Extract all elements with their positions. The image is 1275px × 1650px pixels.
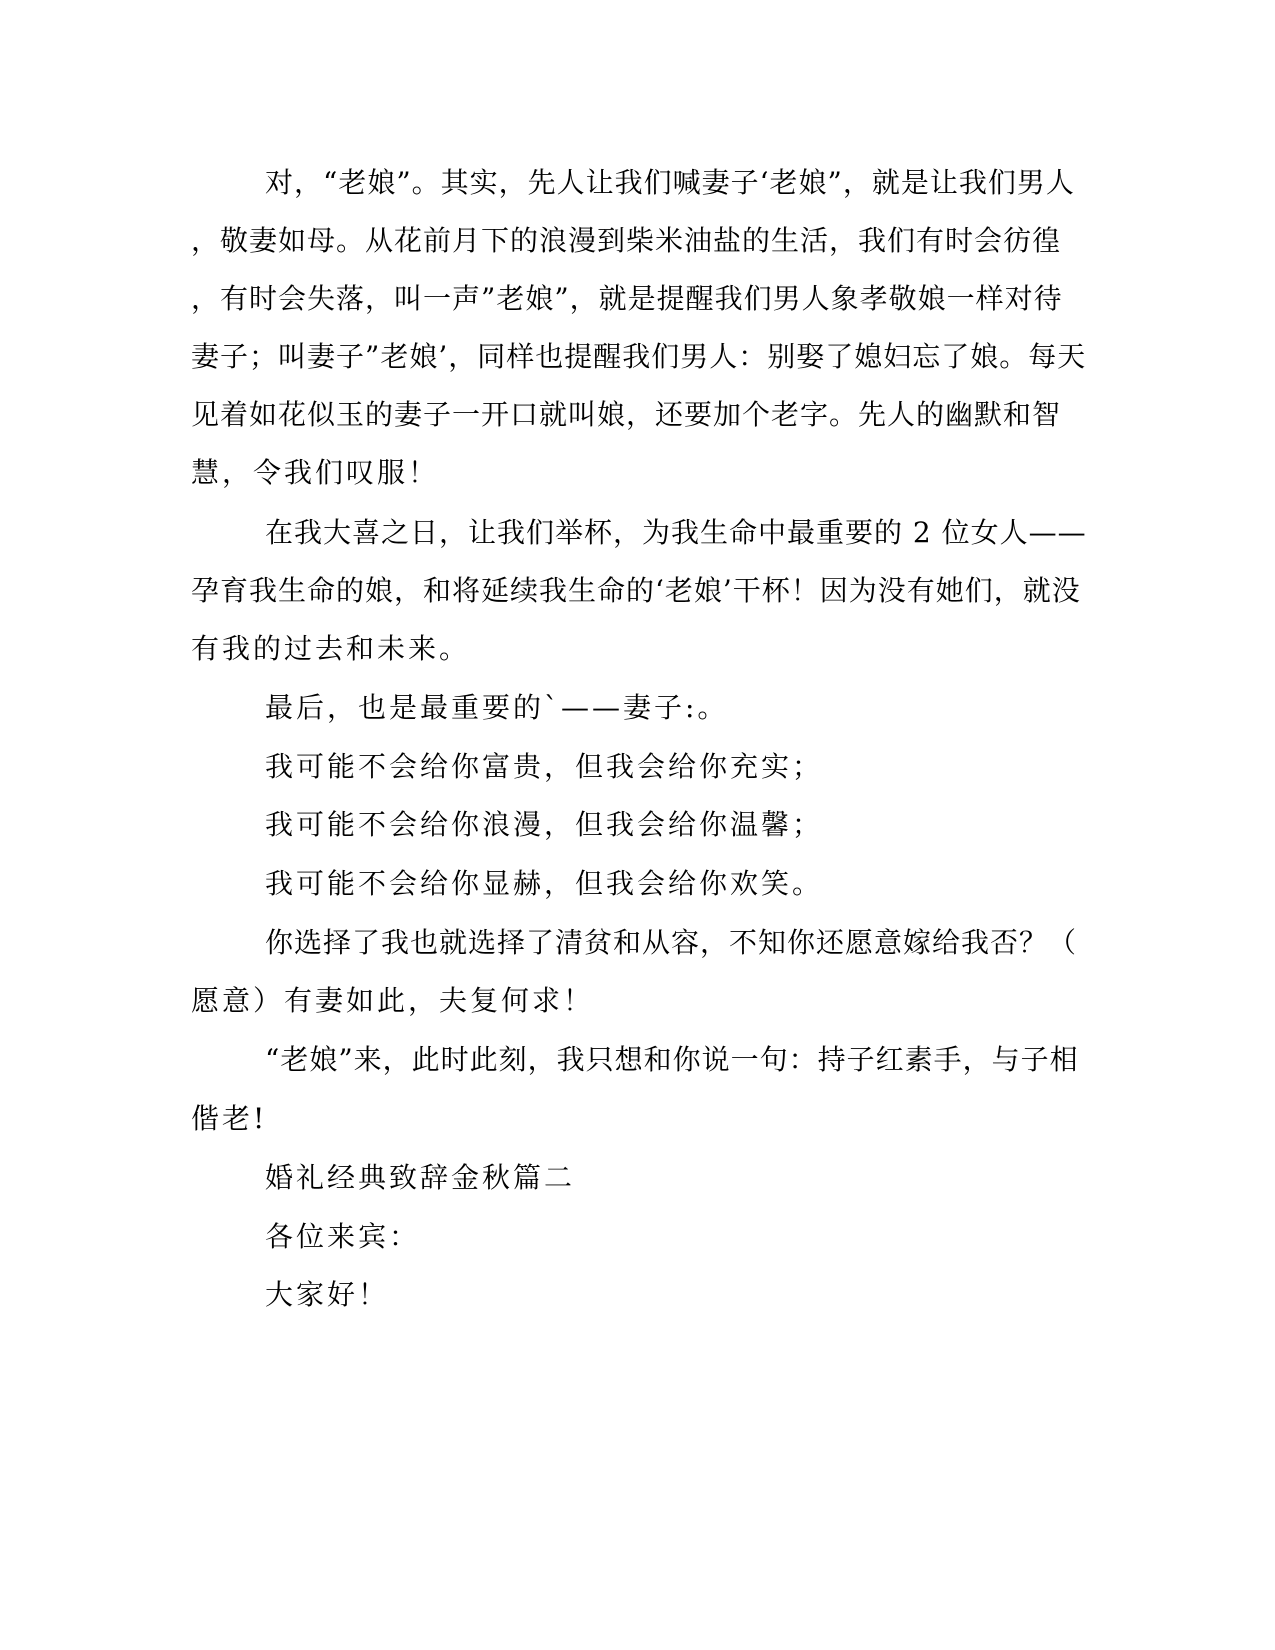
paragraph-8-line-1: “老娘”来，此时此刻，我只想和你说一句：持子红素手，与子相: [265, 1043, 1079, 1076]
paragraph-6: 我可能不会给你显赫，但我会给你欢笑。: [265, 867, 824, 900]
paragraph-7-line-2: 愿意）有妻如此，夫复何求！: [191, 984, 595, 1017]
paragraph-1-line-6: 慧，令我们叹服！: [191, 456, 440, 489]
paragraph-1-line-2: ，敬妻如母。从花前月下的浪漫到柴米油盐的生活，我们有时会彷徨: [191, 224, 1062, 257]
paragraph-7-line-1: 你选择了我也就选择了清贫和从容，不知你还愿意嫁给我否？（: [265, 926, 1078, 959]
paragraph-8-line-2: 偕老!: [191, 1102, 268, 1135]
paragraph-1-line-5: 见着如花似玉的妻子一开口就叫娘，还要加个老字。先人的幽默和智: [191, 398, 1062, 431]
paragraph-3: 最后，也是最重要的`——妻子:。: [265, 691, 729, 724]
paragraph-1-line-1: 对，“老娘”。其实，先人让我们喊妻子‘老娘”，就是让我们男人: [265, 166, 1075, 199]
paragraph-4: 我可能不会给你富贵，但我会给你充实；: [265, 750, 824, 783]
paragraph-1-line-3: ，有时会失落，叫一声”老娘”，就是提醒我们男人象孝敬娘一样对待: [191, 282, 1063, 315]
paragraph-2-line-1: 在我大喜之日，让我们举杯，为我生命中最重要的 2 位女人——: [265, 516, 1087, 549]
paragraph-5: 我可能不会给你浪漫，但我会给你温馨；: [265, 808, 824, 841]
salutation: 各位来宾：: [265, 1220, 421, 1253]
section-title: 婚礼经典致辞金秋篇二: [265, 1161, 576, 1194]
paragraph-2-line-2: 孕育我生命的娘，和将延续我生命的‘老娘’干杯！因为没有她们，就没: [191, 574, 1081, 607]
paragraph-2-line-3: 有我的过去和未来。: [191, 632, 471, 665]
greeting: 大家好！: [265, 1278, 390, 1311]
paragraph-1-line-4: 妻子；叫妻子”老娘’，同样也提醒我们男人：别娶了媳妇忘了娘。每天: [191, 340, 1087, 373]
